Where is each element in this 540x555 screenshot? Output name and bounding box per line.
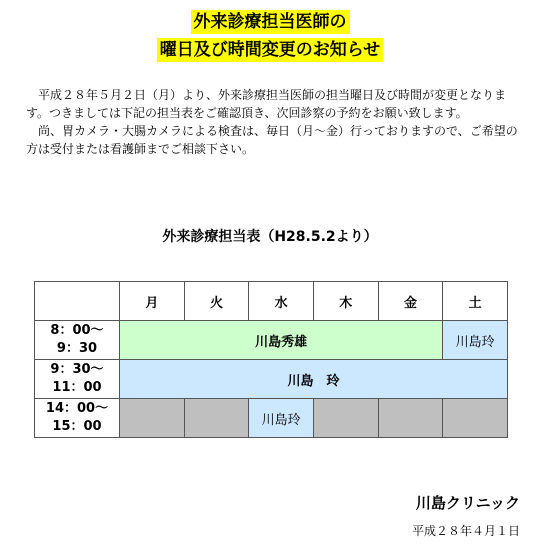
schedule-table	[34, 281, 508, 438]
notice-paragraph-change: 平成２８年５月２日（月）より、外来診療担当医師の担当曜日及び時間が変更となります。つきましては下記の担当表をご確認頂き、次回診察の予約をお願い致します。	[26, 88, 507, 120]
schedule-title: 外来診療担当表（H28.5.2より）	[162, 229, 378, 245]
day-header-wed: 水	[249, 282, 314, 321]
notice-date: 平成２８年４月１日	[411, 524, 520, 538]
corner-cell	[35, 282, 120, 321]
closed-cell-thu	[313, 399, 378, 438]
time-start: 9：30〜	[50, 362, 104, 377]
schedule-row-afternoon	[35, 399, 508, 438]
time-start: 14：00〜	[45, 401, 109, 416]
doctor-cell-saturday: 川島玲	[443, 321, 508, 360]
time-end: 11：00	[52, 380, 102, 395]
time-slot-cell	[35, 399, 120, 438]
schedule-row-morning-early	[35, 321, 508, 360]
time-end: 15：00	[52, 419, 102, 434]
closed-cell-mon	[120, 399, 185, 438]
doctor-cell-all-days: 川島 玲	[120, 360, 508, 399]
doctor-cell-wednesday: 川島玲	[249, 399, 314, 438]
day-header-fri: 金	[378, 282, 443, 321]
time-end: 9：30	[56, 341, 98, 356]
day-header-tue: 火	[184, 282, 249, 321]
day-header-thu: 木	[313, 282, 378, 321]
title-line-1: 外来診療担当医師の	[191, 10, 350, 34]
notice-body	[26, 86, 518, 158]
closed-cell-fri	[378, 399, 443, 438]
title-line-2: 曜日及び時間変更のお知らせ	[157, 38, 384, 62]
clinic-name: 川島クリニック	[415, 494, 520, 512]
notice-paragraph-exam: 尚、胃カメラ・大腸カメラによる検査は、毎日（月〜金）行っておりますので、ご希望の方は受付または看護師までご相談下さい。	[26, 124, 518, 156]
day-header-sat: 土	[443, 282, 508, 321]
closed-cell-tue	[184, 399, 249, 438]
doctor-cell-weekday: 川島秀雄	[120, 321, 443, 360]
schedule-header-row	[35, 282, 508, 321]
closed-cell-sat	[443, 399, 508, 438]
time-slot-cell	[35, 360, 120, 399]
time-start: 8：00〜	[50, 323, 104, 338]
schedule-row-morning-late	[35, 360, 508, 399]
notice-title	[0, 8, 540, 64]
time-slot-cell	[35, 321, 120, 360]
day-header-mon: 月	[120, 282, 185, 321]
